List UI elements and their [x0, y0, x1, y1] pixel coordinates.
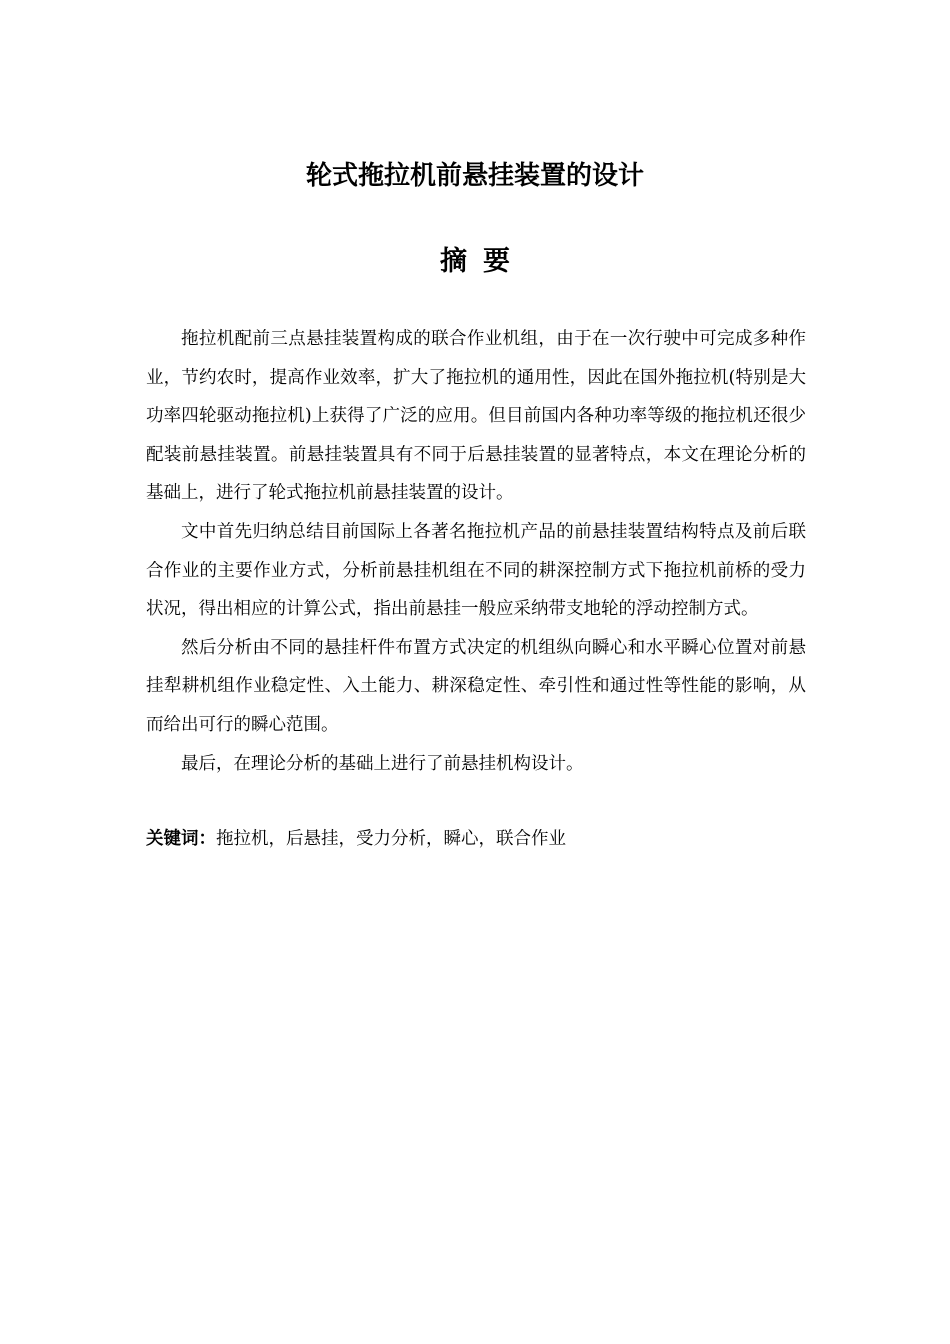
abstract-paragraph-4: 最后，在理论分析的基础上进行了前悬挂机构设计。 [181, 753, 584, 774]
abstract-body [146, 320, 806, 783]
abstract-paragraph-1: 拖拉机配前三点悬挂装置构成的联合作业机组，由于在一次行驶中可完成多种作业，节约农时，提高作业效率，扩大了拖拉机的通用性，因此在国外拖拉机(特别是大功率四轮驱动拖拉机)上获得了广泛的应用。但目前国内各种功率等级的拖拉机还很少配装前悬挂装置。前悬挂装置具有不同于后悬挂装置的显著特点，本文在理论分析的基础上，进行了轮式拖拉机前悬挂装置的设计。 [146, 329, 806, 504]
keywords-text: 拖拉机，后悬挂，受力分析，瞬心，联合作业 [216, 829, 566, 849]
document-title: 轮式拖拉机前悬挂装置的设计 [305, 161, 644, 191]
abstract-heading: 摘要 [440, 246, 526, 277]
abstract-paragraph-3: 然后分析由不同的悬挂杆件布置方式决定的机组纵向瞬心和水平瞬心位置对前悬挂犁耕机组作业稳定性、入土能力、耕深稳定性、牵引性和通过性等性能的影响，从而给出可行的瞬心范围。 [146, 637, 806, 735]
keywords-line [146, 820, 806, 858]
abstract-paragraph-2: 文中首先归纳总结目前国际上各著名拖拉机产品的前悬挂装置结构特点及前后联合作业的主要作业方式，分析前悬挂机组在不同的耕深控制方式下拖拉机前桥的受力状况，得出相应的计算公式，指出前悬挂一般应采纳带支地轮的浮动控制方式。 [146, 521, 806, 620]
keywords-label: 关键词： [146, 829, 216, 849]
